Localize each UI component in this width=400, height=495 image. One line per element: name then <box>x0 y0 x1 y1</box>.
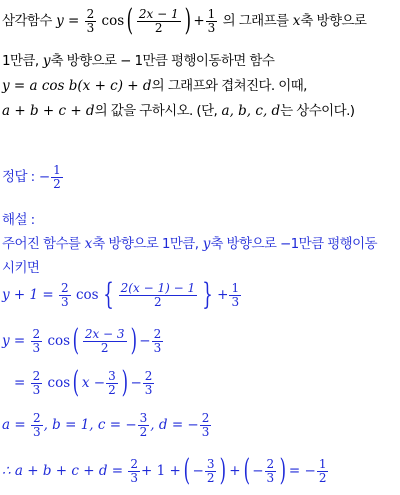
problem-line-1: 삼각함수 y = $\frac{2}{3}$ cos( $\frac{2x - 1}{2}$ ) + $\frac{1}{3}$ 의 그래프를 x축 방향으로 <box>2 3 367 38</box>
equation-3: = $\frac{2}{3}$ cos( x − $\frac{3}{2}$ ) − $\frac{2}{3}$ <box>14 365 153 400</box>
solution-label: 해설 : <box>2 212 35 228</box>
fraction: $\frac{2}{3}$ <box>86 6 95 35</box>
solution-line-1: 주어진 함수를 x축 방향으로 1만큼, y축 방향으로 −1만큼 평행이동 <box>2 236 377 252</box>
equation-5: ∴ a + b + c + d = $\frac{2}{3}$ + 1 +( − $\frac{3}{2}$ ) +( − $\frac{2}{3}$ ) = − $\frac{1}{2}$ <box>2 453 327 488</box>
problem-line-2: 1만큼, y축 방향으로 − 1만큼 평행이동하면 함수 <box>2 53 275 69</box>
answer: 정답 : − $\frac{1}{2}$ <box>2 163 61 191</box>
solution-line-2: 시키면 <box>2 260 40 276</box>
fraction: $\frac{1}{3}$ <box>207 6 216 35</box>
equation-4: a = $\frac{2}{3}$ , b = 1, c = − $\frac{3}{2}$ , d = − $\frac{2}{3}$ <box>2 411 210 439</box>
equation-2: y = $\frac{2}{3}$ cos( $\frac{2x - 3}{2}$ ) − $\frac{2}{3}$ <box>2 323 162 358</box>
equation-1: y + 1 = $\frac{2}{3}$ cos { $\frac{2(x - 1) - 1}{2}$ } + $\frac{1}{3}$ <box>2 277 240 312</box>
answer-value: $\frac{1}{2}$ <box>53 163 61 191</box>
fraction: $\frac{2x - 1}{2}$ <box>138 6 179 35</box>
problem-line-4: a + b + c + d의 값을 구하시오. (단, a, b, c, d는 상수이다.) <box>2 103 355 119</box>
problem-line-3: y = a cos b(x + c) + d의 그래프와 겹쳐진다. 이때, <box>2 78 307 94</box>
answer-label: 정답 : <box>2 169 35 186</box>
